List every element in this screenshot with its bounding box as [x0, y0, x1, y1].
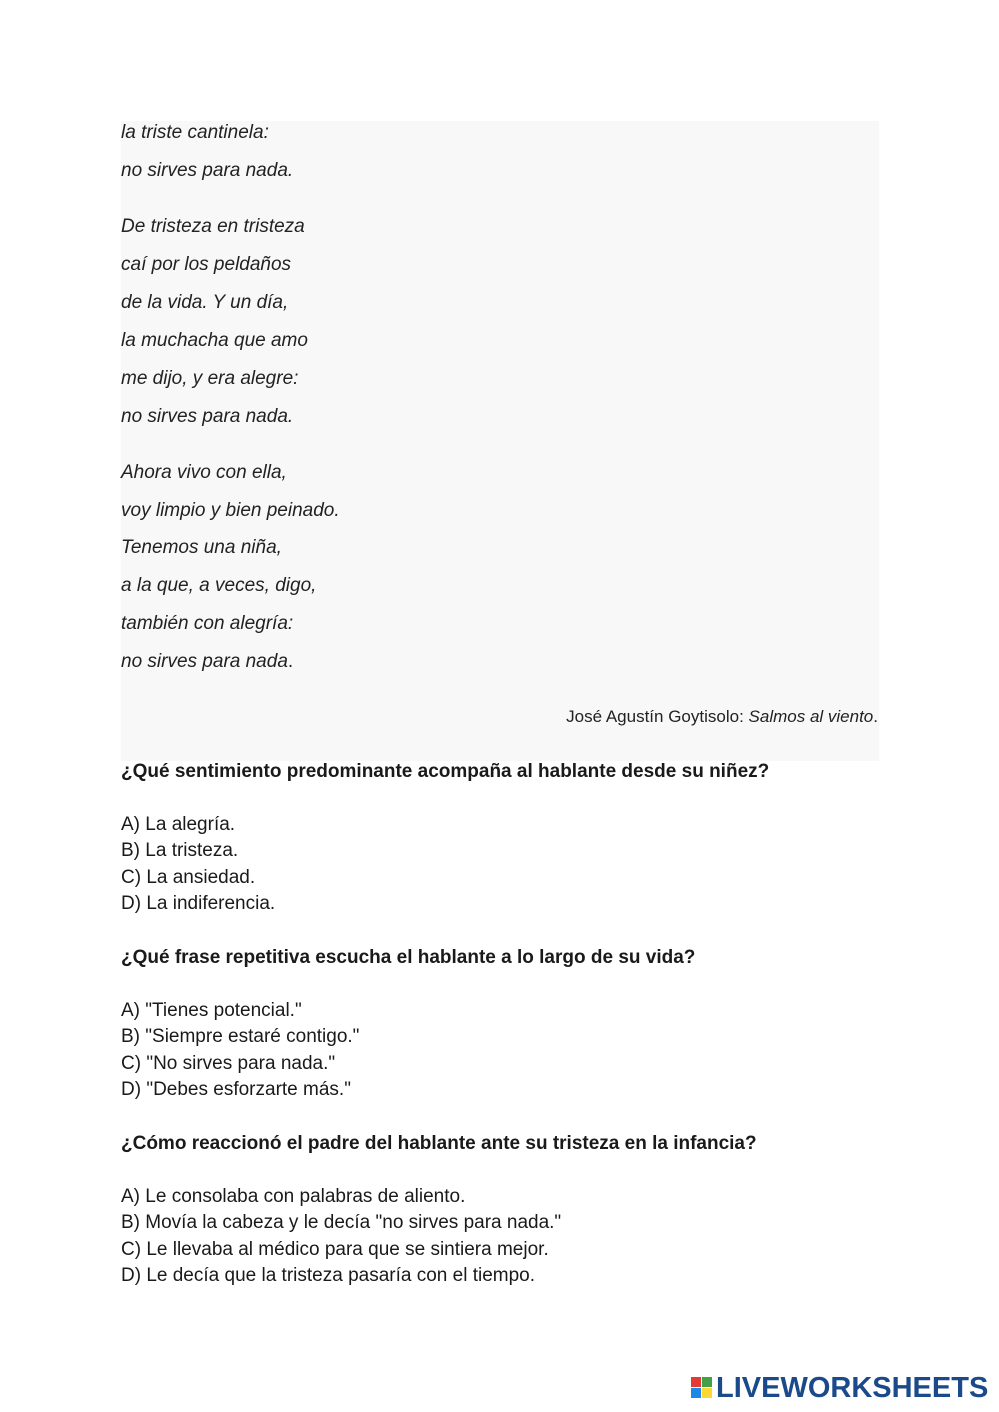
q1-option-b[interactable]: B) La tristeza.: [121, 840, 239, 861]
poem-line: Ahora vivo con ella,: [121, 462, 287, 483]
poem-line: la triste cantinela:: [121, 122, 269, 143]
poem-line: la muchacha que amo: [121, 330, 308, 351]
attribution-author: José Agustín Goytisolo:: [566, 707, 749, 726]
q1-option-c[interactable]: C) La ansiedad.: [121, 867, 256, 888]
poem-line: me dijo, y era alegre:: [121, 368, 299, 389]
attribution-end: .: [873, 707, 878, 726]
q3-option-b[interactable]: B) Movía la cabeza y le decía "no sirves para nada.": [121, 1212, 562, 1233]
poem-line-last: [121, 651, 293, 673]
q1-option-a[interactable]: A) La alegría.: [121, 814, 236, 835]
q3-option-c[interactable]: C) Le llevaba al médico para que se sintiera mejor.: [121, 1239, 549, 1260]
poem-line: a la que, a veces, digo,: [121, 575, 317, 596]
question-2: ¿Qué frase repetitiva escucha el hablante a lo largo de su vida?: [121, 947, 696, 968]
q1-option-d[interactable]: D) La indiferencia.: [121, 893, 276, 914]
poem-line: de la vida. Y un día,: [121, 292, 289, 313]
poem-line-text: no sirves para nada: [121, 651, 288, 672]
attribution-work: Salmos al viento: [748, 707, 874, 726]
liveworksheets-logo: [691, 1372, 988, 1404]
poem-line: caí por los peldaños: [121, 254, 292, 275]
poem-line: voy limpio y bien peinado.: [121, 500, 340, 521]
question-1: ¿Qué sentimiento predominante acompaña al hablante desde su niñez?: [121, 761, 770, 782]
q3-option-d[interactable]: D) Le decía que la tristeza pasaría con el tiempo.: [121, 1265, 536, 1286]
poem-line: también con alegría:: [121, 613, 294, 634]
q2-option-d[interactable]: D) "Debes esforzarte más.": [121, 1079, 351, 1100]
q2-option-a[interactable]: A) "Tienes potencial.": [121, 1000, 302, 1021]
q2-option-c[interactable]: C) "No sirves para nada.": [121, 1053, 336, 1074]
poem-final-period: .: [287, 651, 294, 672]
poem-line: no sirves para nada.: [121, 160, 294, 181]
poem-line: Tenemos una niña,: [121, 537, 282, 558]
poem-line: De tristeza en tristeza: [121, 216, 305, 237]
poem-attribution: [566, 706, 878, 728]
q3-option-a[interactable]: A) Le consolaba con palabras de aliento.: [121, 1186, 466, 1207]
question-3: ¿Cómo reaccionó el padre del hablante ante su tristeza en la infancia?: [121, 1133, 757, 1154]
poem-line: no sirves para nada.: [121, 406, 294, 427]
q2-option-b[interactable]: B) "Siempre estaré contigo.": [121, 1026, 360, 1047]
liveworksheets-logo-text: LIVEWORKSHEETS: [716, 1372, 989, 1404]
liveworksheets-logo-icon: [691, 1377, 713, 1399]
